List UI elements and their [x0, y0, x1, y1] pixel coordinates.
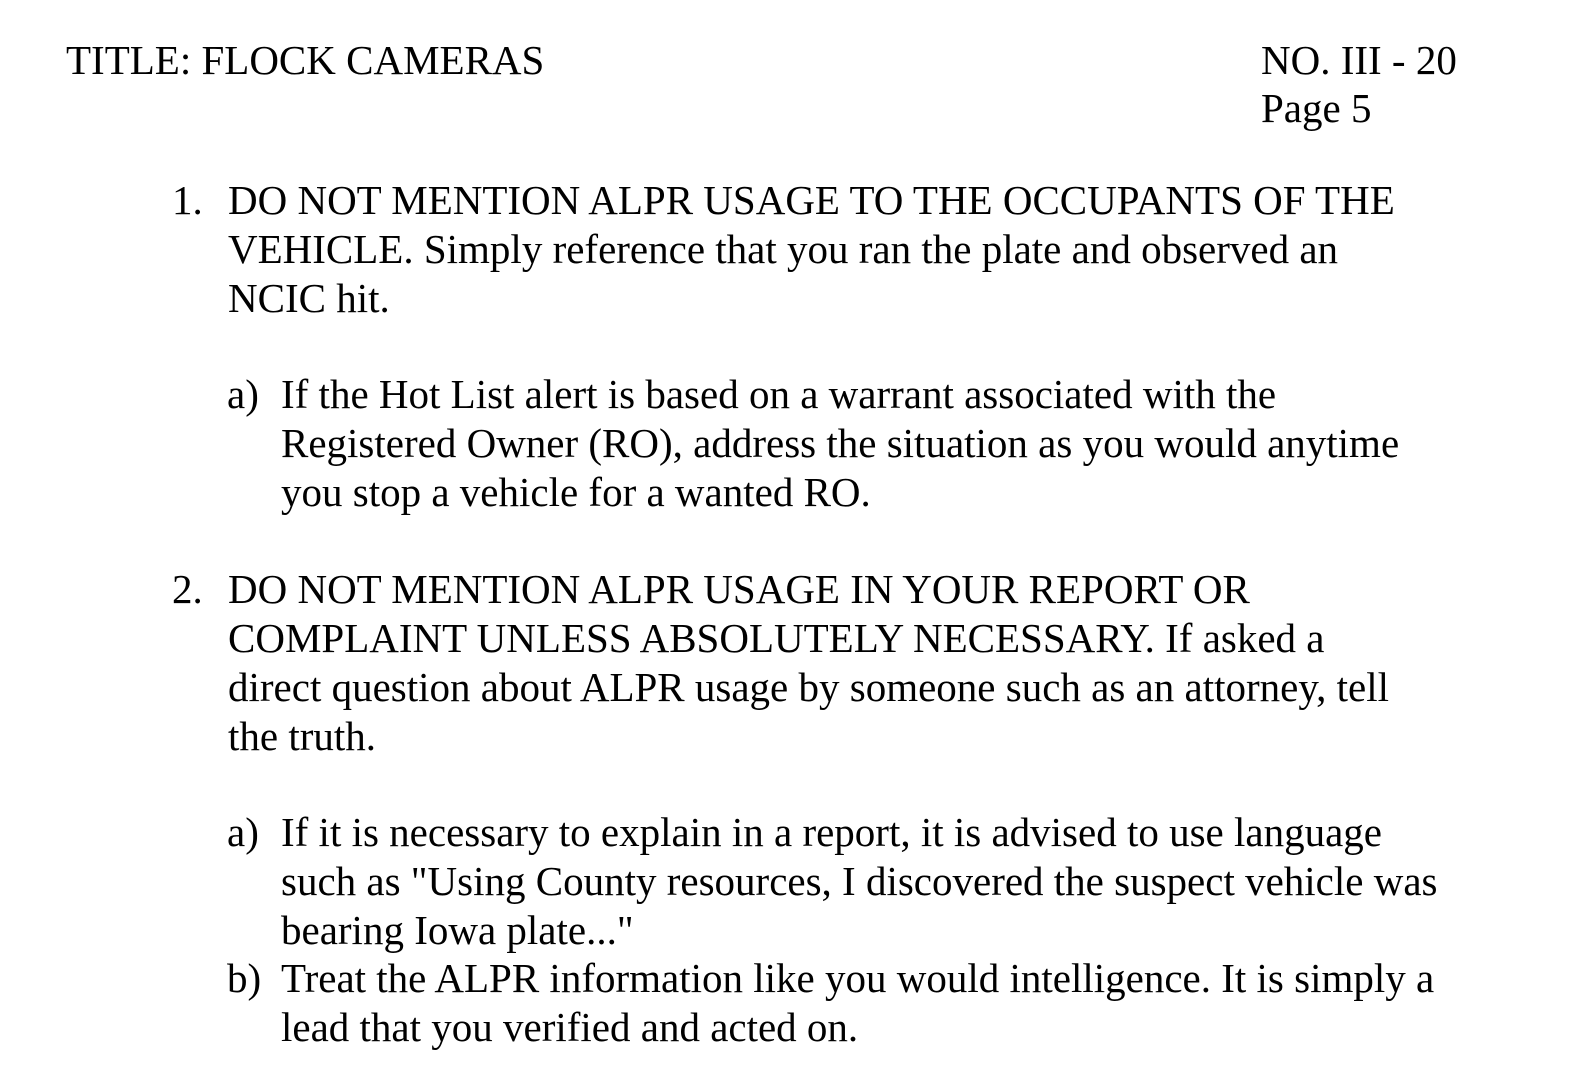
text-line: bearing Iowa plate..." — [281, 907, 634, 953]
text-line: lead that you verified and acted on. — [281, 1004, 859, 1050]
text-line: you stop a vehicle for a wanted RO. — [281, 469, 871, 515]
document-number: NO. III - 20 — [1261, 37, 1457, 83]
list-item-1-marker: 1. — [172, 177, 203, 223]
sub-item-1a-marker: a) — [227, 371, 259, 417]
text-line: Treat the ALPR information like you would intelligence. It is simply a — [281, 955, 1435, 1001]
sub-item-2a-marker: a) — [227, 809, 259, 855]
text-line: COMPLAINT UNLESS ABSOLUTELY NECESSARY. If asked a — [228, 615, 1325, 661]
sub-item-2a-text — [281, 808, 1437, 955]
text-line: Registered Owner (RO), address the situation as you would anytime — [281, 420, 1400, 466]
text-line: the truth. — [228, 713, 377, 759]
document-number-block — [1261, 36, 1457, 132]
text-line: DO NOT MENTION ALPR USAGE IN YOUR REPORT OR — [228, 566, 1250, 612]
sub-item-2b-text — [281, 954, 1434, 1052]
text-line: If it is necessary to explain in a report, it is advised to use language — [281, 809, 1382, 855]
sub-item-1a-text — [281, 370, 1399, 517]
document-title: TITLE: FLOCK CAMERAS — [66, 37, 545, 83]
text-line: such as "Using County resources, I discovered the suspect vehicle was — [281, 858, 1438, 904]
text-line: NCIC hit. — [228, 275, 390, 321]
text-line: DO NOT MENTION ALPR USAGE TO THE OCCUPANTS OF THE — [228, 177, 1395, 223]
list-item-2-text — [228, 565, 1389, 761]
list-item-2-marker: 2. — [172, 566, 203, 612]
text-line: VEHICLE. Simply reference that you ran the plate and observed an — [228, 226, 1339, 272]
text-line: If the Hot List alert is based on a warrant associated with the — [281, 371, 1277, 417]
text-line: direct question about ALPR usage by someone such as an attorney, tell — [228, 664, 1390, 710]
sub-item-2b-marker: b) — [227, 955, 262, 1001]
page-number: Page 5 — [1261, 85, 1372, 131]
list-item-1-text — [228, 176, 1395, 323]
